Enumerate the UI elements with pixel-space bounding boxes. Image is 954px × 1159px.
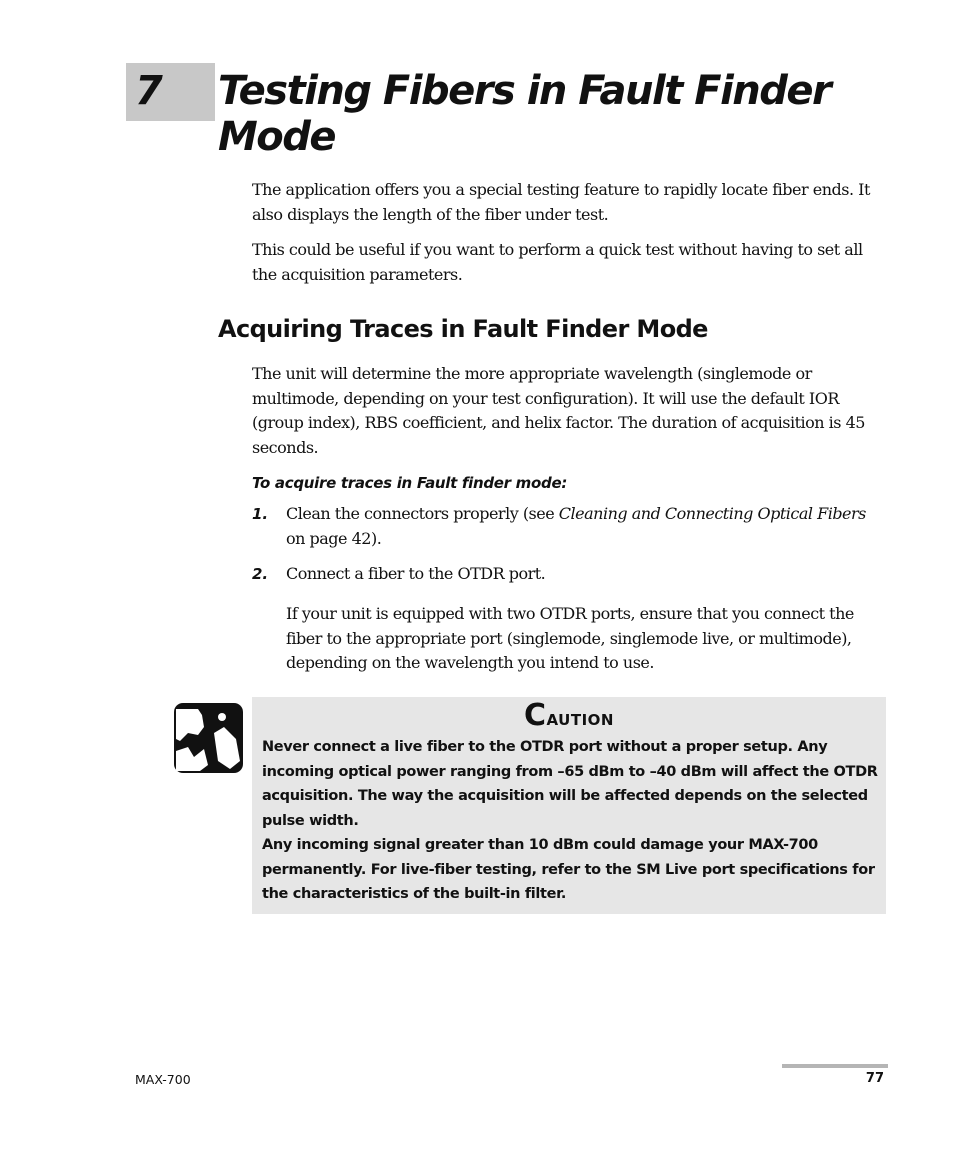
step-1-number: 1. (252, 505, 269, 523)
intro-paragraph-1: The application offers you a special testing feature to rapidly locate fiber ends. It also displays the length of the fiber under test. (252, 180, 870, 224)
chapter-number: 7 (135, 68, 163, 114)
caution-paragraph-1: Never connect a live fiber to the OTDR port without a proper setup. Any incoming optical power ranging from –65 dBm to –40 dBm will affect the OTDR acquisition. The way the acquisition will be affected depends on the selected pulse width. (262, 739, 878, 829)
footer-product-name: MAX-700 (135, 1072, 191, 1087)
intro-paragraph-2: This could be useful if you want to perform a quick test without having to set all the acquisition parameters. (252, 240, 863, 284)
section-heading: Acquiring Traces in Fault Finder Mode (218, 315, 708, 343)
chapter-title: Testing Fibers in Fault Finder Mode (218, 68, 831, 160)
caution-title: Caution (524, 698, 614, 733)
step-1-text-after: on page 42). (286, 528, 382, 548)
step-2-note: If your unit is equipped with two OTDR ports, ensure that you connect the fiber to the appropriate port (singlemode, singlemode live, or multimode), depending on the wavelength you intend to use. (286, 604, 854, 672)
step-1-text-before: Clean the connectors properly (see (286, 504, 559, 523)
section-body: The unit will determine the more appropriate wavelength (singlemode or multimode, depending on your test configuration). It will use the default IOR (group index), RBS coefficient, and helix factor. The duration of acquisition is 45 seconds. (252, 364, 865, 457)
caution-box (252, 697, 886, 914)
step-1-text (286, 502, 886, 551)
step-2-text: Connect a fiber to the OTDR port. (286, 564, 546, 583)
cross-reference-link[interactable]: Cleaning and Connecting Optical Fibers (558, 504, 866, 523)
caution-hand-icon (174, 703, 243, 773)
step-2-number: 2. (252, 565, 269, 583)
procedure-heading: To acquire traces in Fault finder mode: (252, 474, 568, 492)
footer-rule (782, 1064, 888, 1068)
page-number: 77 (865, 1071, 884, 1086)
caution-paragraph-2: Any incoming signal greater than 10 dBm could damage your MAX-700 permanently. For live-fiber testing, refer to the SM Live port specifications for the characteristics of the built-in filter. (262, 837, 875, 902)
